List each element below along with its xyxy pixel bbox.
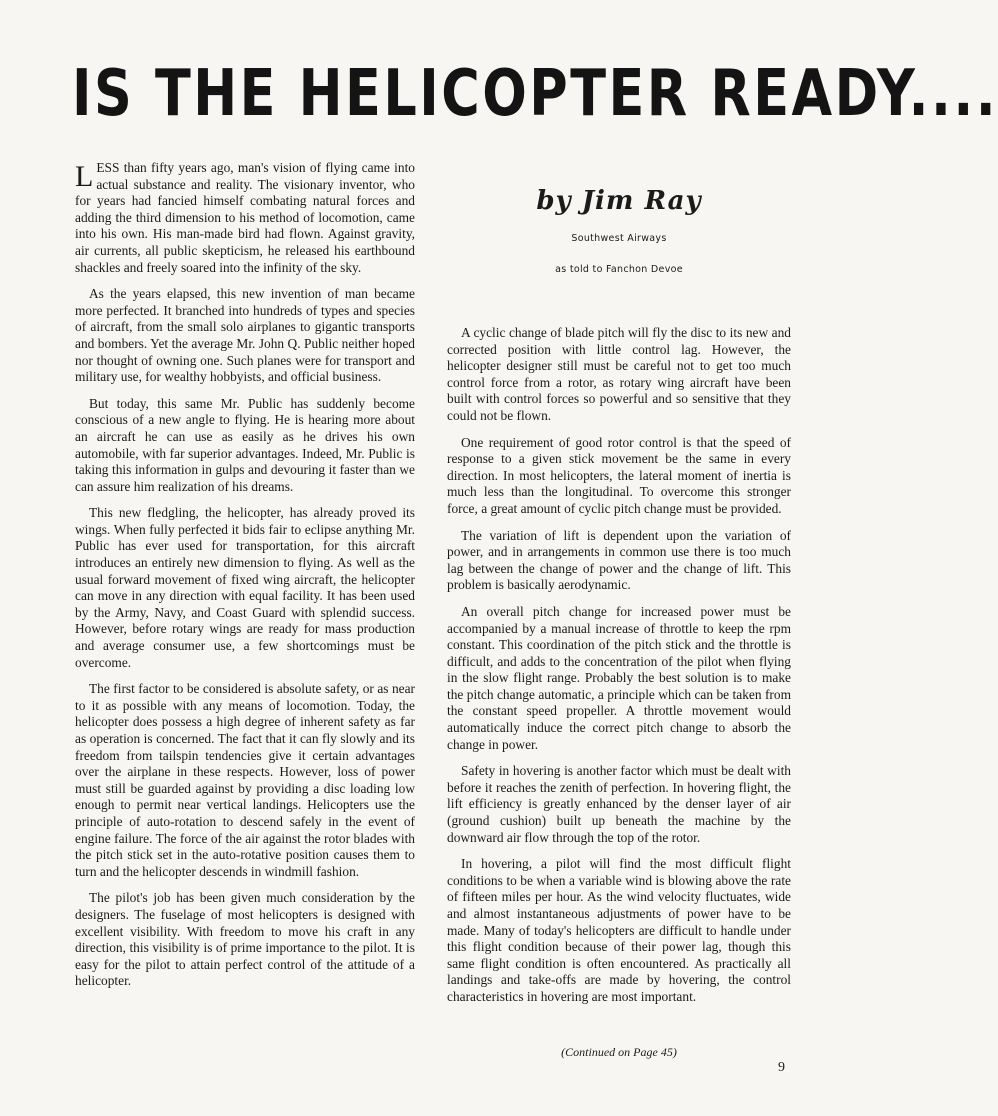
author-name: by Jim Ray xyxy=(536,186,702,216)
paragraph: The first factor to be considered is absolute safety, or as near to it as possible with any means of locomotion. Today, the helicopter does possess a high degree of inherent safety as far as operation is concerned. The fact that it can fly slowly and its freedom from tailspin tendencies give it certain advantages over the airplane in these respects. However, loss of power must still be guarded against by providing a disc loading low enough to permit near vertical landings. Helicopters use the principle of auto-rotation to descend safely in the event of engine failure. The force of the air against the rotor blades with the pitch stick set in the auto-rotative position causes them to turn and the helicopter descends in windmill fashion. xyxy=(75,681,415,879)
paragraph xyxy=(75,160,415,276)
paragraph: In hovering, a pilot will find the most difficult flight conditions to be when a variable wind is blowing above the rate of fifteen miles per hour. As the wind velocity fluctuates, wide and almost instantaneous adjustments of power have to be made. Many of today's helicopters are difficult to handle under this flight condition because of their power lag, though this same flight condition is often encountered. As practically all landings and take-offs are made by hovering, the control characteristics in hovering are most important. xyxy=(447,856,791,1004)
right-column xyxy=(447,325,791,1016)
as-told-to: as told to Fanchon Devoe xyxy=(555,264,683,275)
paragraph: But today, this same Mr. Public has suddenly become conscious of a new angle to flying. He is hearing more about an aircraft he can use as easily as he drives his own automobile, with far superior advantages. Indeed, Mr. Public is taking this information in gulps and devouring it faster than we can assure him realization of his dreams. xyxy=(75,395,415,494)
paragraph: The variation of lift is dependent upon the variation of power, and in arrangements in common use there is too much lag between the change of power and the change of lift. This problem is basically aerodynamic. xyxy=(447,527,791,593)
paragraph-text: ESS than fifty years ago, man's vision of flying came into actual substance and reality. The visionary inventor, who for years had fancied himself combating natural forces and adding the third dimension to his method of locomotion, came into his own. His man-made bird had flown. Against gravity, air currents, all public skepticism, he released his earthbound shackles and freely soared into the infinity of the sky. xyxy=(75,160,415,275)
paragraph: Safety in hovering is another factor which must be dealt with before it reaches the zenith of perfection. In hovering flight, the lift efficiency is greatly enhanced by the denser layer of air (ground cushion) built up beneath the machine by the downward air flow through the top of the rotor. xyxy=(447,763,791,845)
left-column xyxy=(75,160,415,1000)
page-number: 9 xyxy=(778,1060,785,1075)
author-affiliation: Southwest Airways xyxy=(571,233,667,244)
paragraph: As the years elapsed, this new invention of man became more perfected. It branched into hundreds of types and species of aircraft, from the small solo airplanes to gigantic transports and bombers. Yet the average Mr. John Q. Public neither hoped nor thought of owning one. Such planes were for transport and military use, for wealthy hobbyists, and official business. xyxy=(75,286,415,385)
paragraph: The pilot's job has been given much consideration by the designers. The fuselage of most helicopters is designed with excellent visibility. With freedom to move his craft in any direction, this visibility is of prime importance to the pilot. It is easy for the pilot to attain perfect control of the attitude of a helicopter. xyxy=(75,890,415,989)
paragraph: This new fledgling, the helicopter, has already proved its wings. When fully perfected it bids fair to eclipse anything Mr. Public has ever used for transportation, for this aircraft introduces an entirely new dimension to flying. As well as the usual forward movement of fixed wing aircraft, the helicopter can move in any direction with equal facility. It has been used by the Army, Navy, and Coast Guard with splendid success. However, before rotary wings are ready for mass production and average consumer use, a few shortcomings must be overcome. xyxy=(75,505,415,670)
article-title: IS THE HELICOPTER READY.... xyxy=(72,57,998,131)
byline xyxy=(447,185,791,275)
paragraph: One requirement of good rotor control is that the speed of response to a given stick movement be the same in every direction. In most helicopters, the lateral moment of inertia is much less than the longitudinal. To overcome this stronger force, a great amount of cyclic pitch change must be provided. xyxy=(447,434,791,516)
paragraph: An overall pitch change for increased power must be accompanied by a manual increase of throttle to keep the rpm constant. This coordination of the pitch stick and the throttle is difficult, and adds to the concentration of the pilot when flying in the slow flight range. Probably the best solution is to make the pitch change automatic, a principle which can be taken from the constant speed propeller. A throttle movement would automatically induce the correct pitch change to absorb the change in power. xyxy=(447,603,791,752)
drop-cap: L xyxy=(75,160,94,193)
paragraph: A cyclic change of blade pitch will fly the disc to its new and corrected position with little control lag. However, the helicopter designer still must be careful not to get too much control force from a rotor, as rotary wing aircraft have been built with control forces so powerful and so sensitive that they could not be flown. xyxy=(447,325,791,423)
continued-note: (Continued on Page 45) xyxy=(561,1045,677,1059)
